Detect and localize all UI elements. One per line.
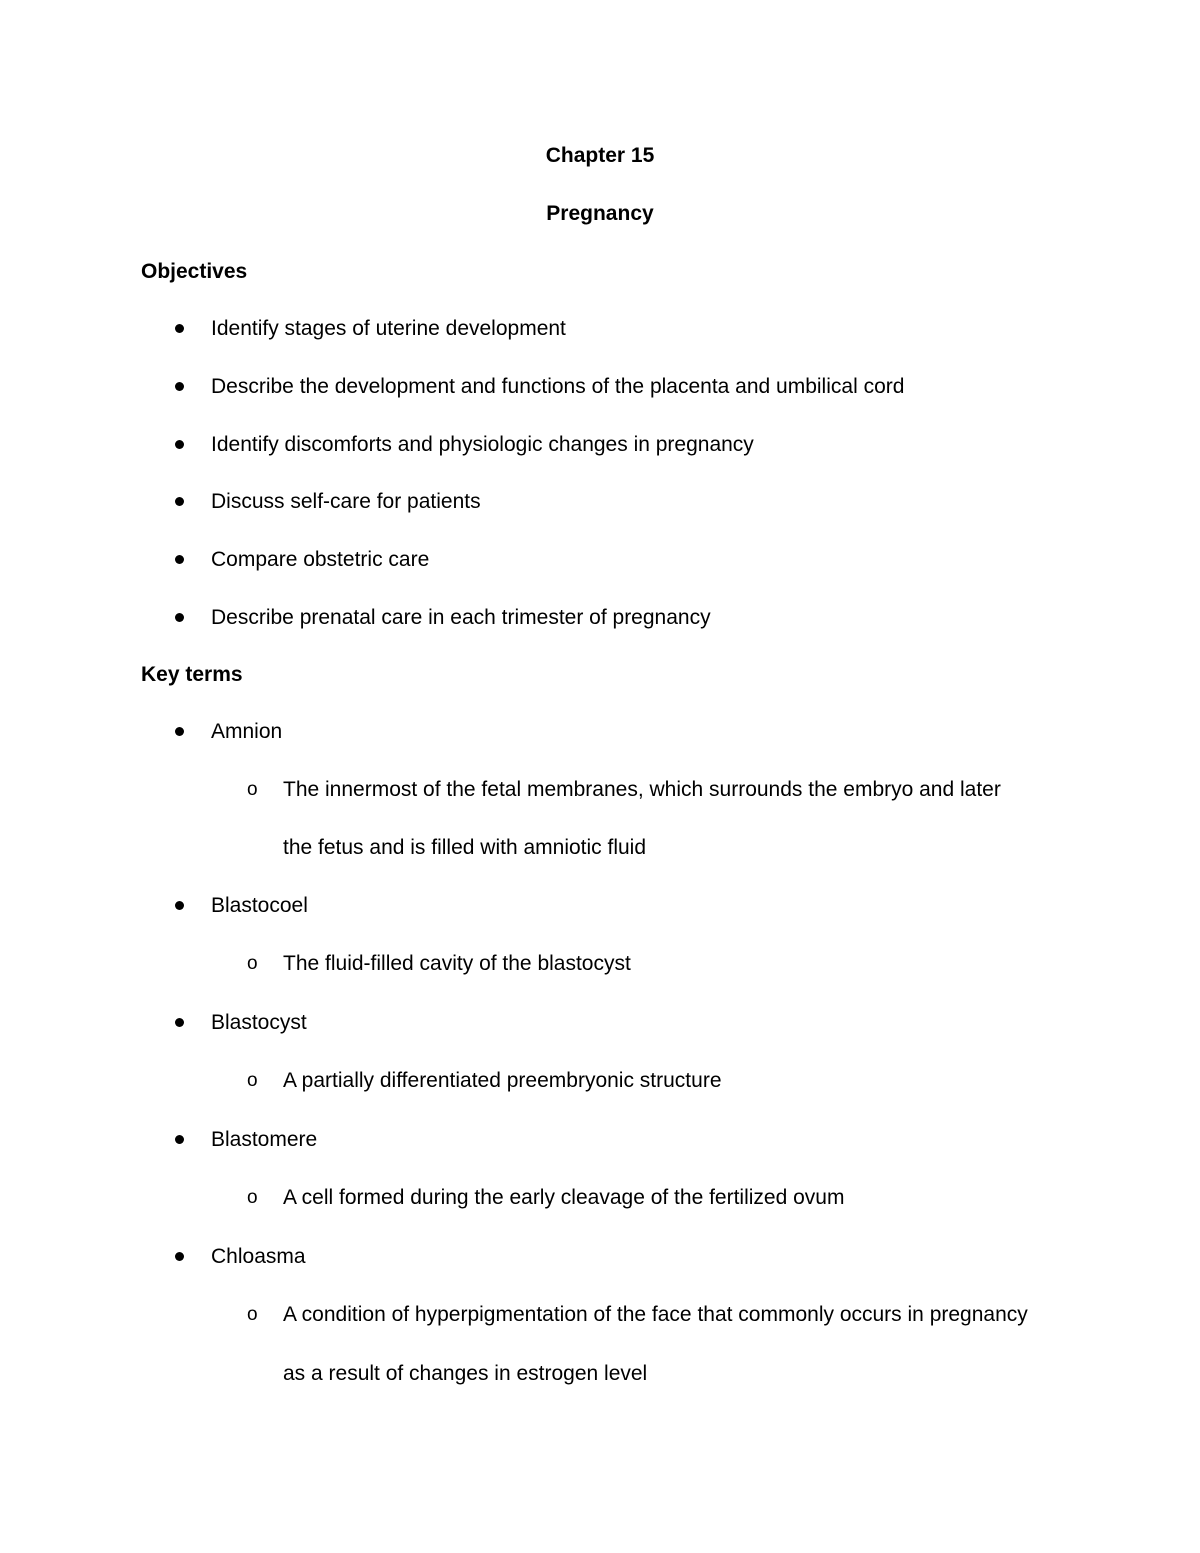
sub-bullet-icon: o [247, 1187, 258, 1208]
bullet-icon [175, 1252, 184, 1261]
key-terms-heading: Key terms [141, 663, 243, 686]
objective-item: Discuss self-care for patients [211, 490, 481, 513]
sub-bullet-icon: o [247, 1304, 258, 1325]
chapter-title: Pregnancy [546, 202, 654, 225]
bullet-icon [175, 901, 184, 910]
bullet-icon [175, 440, 184, 449]
term-definition-line: A partially differentiated preembryonic structure [283, 1069, 722, 1092]
key-term: Blastocyst [211, 1011, 307, 1034]
key-term: Blastocoel [211, 894, 308, 917]
term-definition-line: A cell formed during the early cleavage of the fertilized ovum [283, 1186, 845, 1209]
bullet-icon [175, 613, 184, 622]
term-definition-line: The fluid-filled cavity of the blastocyst [283, 952, 631, 975]
term-definition-line: The innermost of the fetal membranes, which surrounds the embryo and later [283, 778, 1001, 801]
bullet-icon [175, 727, 184, 736]
sub-bullet-icon: o [247, 953, 258, 974]
bullet-icon [175, 324, 184, 333]
sub-bullet-icon: o [247, 1070, 258, 1091]
key-term: Chloasma [211, 1245, 306, 1268]
bullet-icon [175, 497, 184, 506]
key-term: Blastomere [211, 1128, 318, 1151]
objective-item: Compare obstetric care [211, 548, 430, 571]
sub-bullet-icon: o [247, 779, 258, 800]
term-definition-line: the fetus and is filled with amniotic fluid [283, 836, 647, 859]
objective-item: Describe prenatal care in each trimester of pregnancy [211, 606, 711, 629]
objective-item: Describe the development and functions of the placenta and umbilical cord [211, 375, 905, 398]
bullet-icon [175, 555, 184, 564]
bullet-icon [175, 1018, 184, 1027]
objectives-heading: Objectives [141, 260, 248, 283]
chapter-number: Chapter 15 [545, 144, 655, 167]
term-definition-line: as a result of changes in estrogen level [283, 1362, 648, 1385]
objective-item: Identify stages of uterine development [211, 317, 566, 340]
bullet-icon [175, 382, 184, 391]
term-definition-line: A condition of hyperpigmentation of the face that commonly occurs in pregnancy [283, 1303, 1028, 1326]
objective-item: Identify discomforts and physiologic changes in pregnancy [211, 433, 754, 456]
key-term: Amnion [211, 720, 283, 743]
bullet-icon [175, 1135, 184, 1144]
